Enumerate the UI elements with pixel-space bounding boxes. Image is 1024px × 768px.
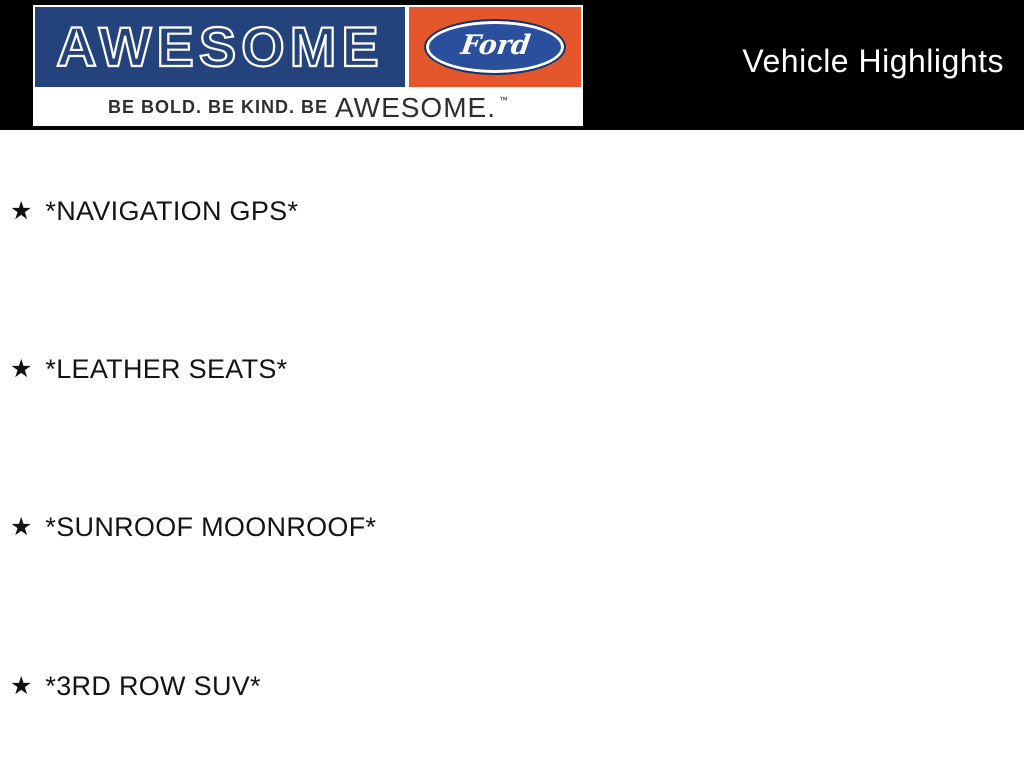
- ford-box: [409, 7, 581, 87]
- ford-logo-icon: [424, 19, 566, 75]
- tagline-emphasis: AWESOME.: [335, 91, 496, 123]
- ford-logo-label: Ford: [458, 30, 532, 61]
- dealership-logo-top: [33, 5, 583, 89]
- star-icon: ★: [10, 196, 33, 225]
- brand-box: [35, 7, 405, 87]
- star-icon: ★: [10, 354, 33, 383]
- highlight-item: [10, 352, 288, 386]
- dealership-logo: [33, 5, 583, 126]
- brand-wordmark: AWESOME: [56, 15, 384, 78]
- highlight-item: [10, 194, 298, 228]
- dealership-tagline: [33, 89, 583, 126]
- header-banner: [0, 0, 1024, 130]
- highlight-label: *NAVIGATION GPS*: [45, 195, 299, 226]
- trademark-symbol: ™: [499, 95, 508, 105]
- star-icon: ★: [10, 671, 33, 700]
- highlight-item: [10, 669, 261, 703]
- highlight-label: *3RD ROW SUV*: [45, 670, 261, 701]
- star-icon: ★: [10, 512, 33, 541]
- tagline-prefix: BE BOLD. BE KIND. BE: [108, 97, 329, 117]
- highlight-item: [10, 510, 376, 544]
- highlight-label: *SUNROOF MOONROOF*: [45, 511, 377, 542]
- highlight-label: *LEATHER SEATS*: [45, 353, 288, 384]
- page-title: Vehicle Highlights: [742, 43, 1004, 79]
